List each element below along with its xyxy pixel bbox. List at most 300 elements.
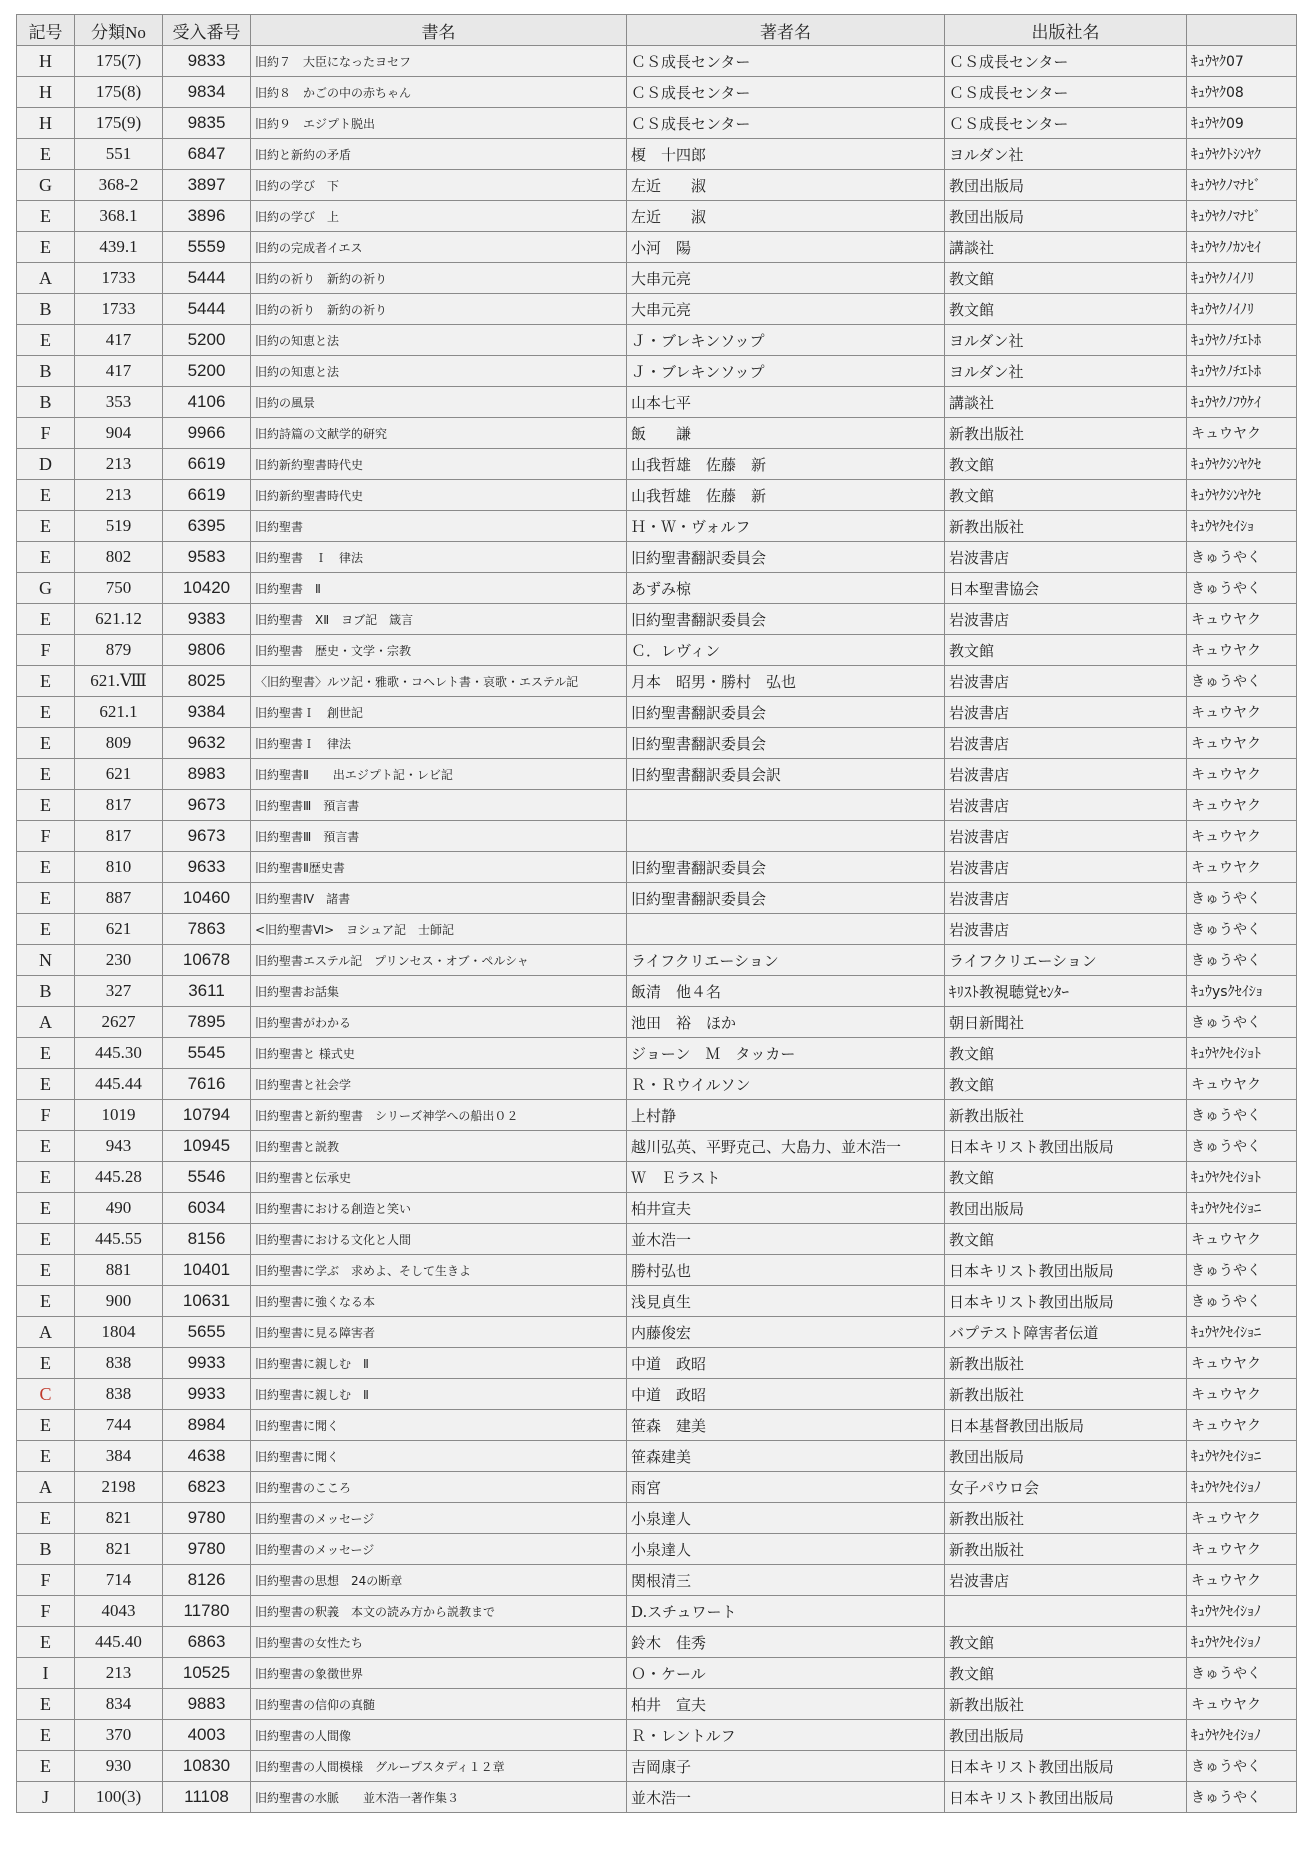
table-row: [17, 1255, 1297, 1286]
accession-number-cell: 6619: [163, 449, 251, 480]
table-row: [17, 1348, 1297, 1379]
classification-cell: 213: [75, 449, 163, 480]
author-cell: 山我哲雄 佐藤 新: [627, 449, 945, 480]
title-cell: 旧約聖書における創造と笑い: [251, 1193, 627, 1224]
classification-cell: 353: [75, 387, 163, 418]
table-row: [17, 976, 1297, 1007]
header-author: 著者名: [627, 15, 945, 46]
accession-number-cell: 8126: [163, 1565, 251, 1596]
classification-cell: 838: [75, 1379, 163, 1410]
accession-number-cell: 9806: [163, 635, 251, 666]
author-cell: Ｈ・Ｗ・ヴォルフ: [627, 511, 945, 542]
table-row: [17, 1441, 1297, 1472]
reading-cell: ｷｭｳﾔｸｾｲｼｮﾄ: [1187, 1162, 1297, 1193]
title-cell: 旧約の知恵と法: [251, 325, 627, 356]
author-cell: 飯 謙: [627, 418, 945, 449]
reading-cell: きゅうやく: [1187, 914, 1297, 945]
publisher-cell: 日本キリスト教団出版局: [945, 1255, 1187, 1286]
author-cell: 山本七平: [627, 387, 945, 418]
publisher-cell: 教団出版局: [945, 1720, 1187, 1751]
reading-cell: ｷｭｳﾔｸｾｲｼｮﾉ: [1187, 1627, 1297, 1658]
symbol-cell: E: [17, 1627, 75, 1658]
reading-cell: キュウヤク: [1187, 759, 1297, 790]
accession-number-cell: 9673: [163, 790, 251, 821]
accession-number-cell: 9883: [163, 1689, 251, 1720]
publisher-cell: 教文館: [945, 1069, 1187, 1100]
symbol-cell: B: [17, 356, 75, 387]
publisher-cell: 新教出版社: [945, 1689, 1187, 1720]
accession-number-cell: 3897: [163, 170, 251, 201]
table-row: [17, 1379, 1297, 1410]
title-cell: 旧約詩篇の文献学的研究: [251, 418, 627, 449]
publisher-cell: ＣＳ成長センター: [945, 77, 1187, 108]
author-cell: 旧約聖書翻訳委員会: [627, 883, 945, 914]
symbol-cell: E: [17, 325, 75, 356]
title-cell: 旧約聖書の思想 24の断章: [251, 1565, 627, 1596]
symbol-cell: E: [17, 1038, 75, 1069]
title-cell: 旧約新約聖書時代史: [251, 480, 627, 511]
table-row: [17, 139, 1297, 170]
table-row: [17, 1658, 1297, 1689]
table-row: [17, 1596, 1297, 1627]
table-row: [17, 1627, 1297, 1658]
symbol-cell: B: [17, 1534, 75, 1565]
publisher-cell: ＣＳ成長センター: [945, 46, 1187, 77]
reading-cell: キュウヤク: [1187, 821, 1297, 852]
symbol-cell: E: [17, 542, 75, 573]
author-cell: 左近 淑: [627, 201, 945, 232]
classification-cell: 4043: [75, 1596, 163, 1627]
publisher-cell: 教団出版局: [945, 1193, 1187, 1224]
table-row: [17, 666, 1297, 697]
title-cell: 旧約聖書の人間像: [251, 1720, 627, 1751]
reading-cell: キュウヤク: [1187, 604, 1297, 635]
reading-cell: きゅうやく: [1187, 542, 1297, 573]
table-row: [17, 790, 1297, 821]
accession-number-cell: 6034: [163, 1193, 251, 1224]
table-row: [17, 1317, 1297, 1348]
accession-number-cell: 3896: [163, 201, 251, 232]
publisher-cell: 新教出版社: [945, 1100, 1187, 1131]
reading-cell: きゅうやく: [1187, 1131, 1297, 1162]
title-cell: 旧約聖書Ⅲ 預言書: [251, 790, 627, 821]
classification-cell: 175(9): [75, 108, 163, 139]
author-cell: 左近 淑: [627, 170, 945, 201]
symbol-cell: E: [17, 1503, 75, 1534]
symbol-cell: E: [17, 480, 75, 511]
symbol-cell: C: [17, 1379, 75, 1410]
reading-cell: キュウヤク: [1187, 1565, 1297, 1596]
reading-cell: キュウヤク: [1187, 1689, 1297, 1720]
symbol-cell: J: [17, 1782, 75, 1813]
author-cell: [627, 914, 945, 945]
classification-cell: 714: [75, 1565, 163, 1596]
classification-cell: 879: [75, 635, 163, 666]
author-cell: 小泉達人: [627, 1534, 945, 1565]
table-row: [17, 821, 1297, 852]
symbol-cell: E: [17, 1069, 75, 1100]
publisher-cell: 岩波書店: [945, 790, 1187, 821]
classification-cell: 744: [75, 1410, 163, 1441]
symbol-cell: H: [17, 77, 75, 108]
accession-number-cell: 5444: [163, 263, 251, 294]
symbol-cell: E: [17, 1255, 75, 1286]
title-cell: 旧約聖書のメッセージ: [251, 1503, 627, 1534]
author-cell: Ｒ・レントルフ: [627, 1720, 945, 1751]
author-cell: Ｊ・ブレキンソップ: [627, 325, 945, 356]
author-cell: 笹森建美: [627, 1441, 945, 1472]
title-cell: 旧約の学び 下: [251, 170, 627, 201]
publisher-cell: バプテスト障害者伝道: [945, 1317, 1187, 1348]
table-row: [17, 1410, 1297, 1441]
reading-cell: ｷｭｳﾔｸﾉﾏﾅﾋﾞ: [1187, 201, 1297, 232]
accession-number-cell: 6619: [163, 480, 251, 511]
reading-cell: きゅうやく: [1187, 945, 1297, 976]
title-cell: 旧約聖書お話集: [251, 976, 627, 1007]
reading-cell: ｷｭｳﾔｸ07: [1187, 46, 1297, 77]
symbol-cell: E: [17, 1441, 75, 1472]
accession-number-cell: 10420: [163, 573, 251, 604]
reading-cell: ｷｭｳﾔｸｾｲｼｮﾆ: [1187, 1441, 1297, 1472]
author-cell: 旧約聖書翻訳委員会: [627, 728, 945, 759]
symbol-cell: E: [17, 1193, 75, 1224]
classification-cell: 368.1: [75, 201, 163, 232]
reading-cell: きゅうやく: [1187, 1007, 1297, 1038]
table-row: [17, 108, 1297, 139]
symbol-cell: E: [17, 759, 75, 790]
accession-number-cell: 11780: [163, 1596, 251, 1627]
table-row: [17, 945, 1297, 976]
title-cell: 旧約聖書と伝承史: [251, 1162, 627, 1193]
publisher-cell: 教団出版局: [945, 170, 1187, 201]
symbol-cell: E: [17, 1162, 75, 1193]
accession-number-cell: 8984: [163, 1410, 251, 1441]
author-cell: 鈴木 佳秀: [627, 1627, 945, 1658]
classification-cell: 809: [75, 728, 163, 759]
accession-number-cell: 10678: [163, 945, 251, 976]
classification-cell: 817: [75, 790, 163, 821]
title-cell: 旧約聖書の象徴世界: [251, 1658, 627, 1689]
symbol-cell: E: [17, 790, 75, 821]
symbol-cell: A: [17, 1007, 75, 1038]
accession-number-cell: 10794: [163, 1100, 251, 1131]
author-cell: ＣＳ成長センター: [627, 46, 945, 77]
accession-number-cell: 6823: [163, 1472, 251, 1503]
accession-number-cell: 4106: [163, 387, 251, 418]
classification-cell: 900: [75, 1286, 163, 1317]
title-cell: 旧約の学び 上: [251, 201, 627, 232]
author-cell: 旧約聖書翻訳委員会: [627, 604, 945, 635]
publisher-cell: ＣＳ成長センター: [945, 108, 1187, 139]
title-cell: 旧約７ 大臣になったヨセフ: [251, 46, 627, 77]
reading-cell: キュウヤク: [1187, 697, 1297, 728]
publisher-cell: 新教出版社: [945, 511, 1187, 542]
title-cell: 旧約と新約の矛盾: [251, 139, 627, 170]
publisher-cell: ヨルダン社: [945, 356, 1187, 387]
reading-cell: きゅうやく: [1187, 1751, 1297, 1782]
reading-cell: キュウヤク: [1187, 1534, 1297, 1565]
reading-cell: キュウヤク: [1187, 635, 1297, 666]
publisher-cell: 岩波書店: [945, 852, 1187, 883]
catalog-sheet: [16, 14, 1296, 1813]
classification-cell: 943: [75, 1131, 163, 1162]
table-row: [17, 635, 1297, 666]
classification-cell: 881: [75, 1255, 163, 1286]
classification-cell: 445.30: [75, 1038, 163, 1069]
table-row: [17, 1069, 1297, 1100]
symbol-cell: D: [17, 449, 75, 480]
symbol-cell: F: [17, 635, 75, 666]
reading-cell: ｷｭｳﾔｸﾉｲﾉﾘ: [1187, 294, 1297, 325]
accession-number-cell: 10945: [163, 1131, 251, 1162]
author-cell: Ｊ・ブレキンソップ: [627, 356, 945, 387]
reading-cell: ｷｭｳﾔｸｼﾝﾔｸｾ: [1187, 480, 1297, 511]
accession-number-cell: 9383: [163, 604, 251, 635]
author-cell: 吉岡康子: [627, 1751, 945, 1782]
symbol-cell: F: [17, 1100, 75, 1131]
classification-cell: 621: [75, 759, 163, 790]
table-row: [17, 1286, 1297, 1317]
classification-cell: 370: [75, 1720, 163, 1751]
publisher-cell: 日本キリスト教団出版局: [945, 1751, 1187, 1782]
title-cell: 旧約聖書Ｉ 律法: [251, 728, 627, 759]
accession-number-cell: 9933: [163, 1348, 251, 1379]
reading-cell: きゅうやく: [1187, 573, 1297, 604]
accession-number-cell: 8025: [163, 666, 251, 697]
author-cell: ＣＳ成長センター: [627, 108, 945, 139]
author-cell: 越川弘英、平野克己、大島力、並木浩一: [627, 1131, 945, 1162]
table-row: [17, 1782, 1297, 1813]
title-cell: 旧約聖書に親しむ Ⅱ: [251, 1379, 627, 1410]
author-cell: 浅見貞生: [627, 1286, 945, 1317]
author-cell: ジョーン Ｍ タッカー: [627, 1038, 945, 1069]
symbol-cell: E: [17, 1131, 75, 1162]
author-cell: 関根清三: [627, 1565, 945, 1596]
table-row: [17, 480, 1297, 511]
title-cell: 旧約９ エジプト脱出: [251, 108, 627, 139]
title-cell: 〈旧約聖書〉ルツ記・雅歌・コヘレト書・哀歌・エステル記: [251, 666, 627, 697]
title-cell: 旧約聖書に強くなる本: [251, 1286, 627, 1317]
title-cell: 旧約聖書に見る障害者: [251, 1317, 627, 1348]
symbol-cell: H: [17, 46, 75, 77]
symbol-cell: A: [17, 1317, 75, 1348]
table-row: [17, 1720, 1297, 1751]
accession-number-cell: 9966: [163, 418, 251, 449]
symbol-cell: A: [17, 1472, 75, 1503]
reading-cell: ｷｭｳﾔｸｼﾝﾔｸｾ: [1187, 449, 1297, 480]
symbol-cell: F: [17, 1565, 75, 1596]
header-title: 書名: [251, 15, 627, 46]
title-cell: 旧約聖書における文化と人間: [251, 1224, 627, 1255]
reading-cell: ｷｭｳﾔｸﾉﾌｳｹｲ: [1187, 387, 1297, 418]
author-cell: 柏井宣夫: [627, 1193, 945, 1224]
classification-cell: 230: [75, 945, 163, 976]
title-cell: 旧約の祈り 新約の祈り: [251, 263, 627, 294]
publisher-cell: 朝日新聞社: [945, 1007, 1187, 1038]
accession-number-cell: 7863: [163, 914, 251, 945]
publisher-cell: 教団出版局: [945, 1441, 1187, 1472]
reading-cell: キュウヤク: [1187, 1348, 1297, 1379]
table-row: [17, 201, 1297, 232]
author-cell: あずみ椋: [627, 573, 945, 604]
accession-number-cell: 10525: [163, 1658, 251, 1689]
reading-cell: キュウヤク: [1187, 418, 1297, 449]
classification-cell: 802: [75, 542, 163, 573]
title-cell: 旧約聖書と 様式史: [251, 1038, 627, 1069]
publisher-cell: 教文館: [945, 1224, 1187, 1255]
author-cell: 飯清 他４名: [627, 976, 945, 1007]
accession-number-cell: 6863: [163, 1627, 251, 1658]
reading-cell: ｷｭｳﾔｸｾｲｼｮﾄ: [1187, 1038, 1297, 1069]
reading-cell: ｷｭｳﾔｸﾉｲﾉﾘ: [1187, 263, 1297, 294]
title-cell: 旧約聖書Ⅱ歴史書: [251, 852, 627, 883]
classification-cell: 551: [75, 139, 163, 170]
title-cell: 旧約の完成者イエス: [251, 232, 627, 263]
symbol-cell: E: [17, 697, 75, 728]
classification-cell: 384: [75, 1441, 163, 1472]
publisher-cell: 日本聖書協会: [945, 573, 1187, 604]
classification-cell: 445.55: [75, 1224, 163, 1255]
symbol-cell: N: [17, 945, 75, 976]
classification-cell: 904: [75, 418, 163, 449]
title-cell: 旧約聖書Ⅲ 預言書: [251, 821, 627, 852]
author-cell: 大串元亮: [627, 263, 945, 294]
publisher-cell: 教文館: [945, 263, 1187, 294]
symbol-cell: B: [17, 294, 75, 325]
reading-cell: ｷｭｳﾔｸｾｲｼｮﾆ: [1187, 1317, 1297, 1348]
symbol-cell: E: [17, 914, 75, 945]
classification-cell: 368-2: [75, 170, 163, 201]
symbol-cell: E: [17, 1720, 75, 1751]
reading-cell: きゅうやく: [1187, 1782, 1297, 1813]
title-cell: 旧約聖書の女性たち: [251, 1627, 627, 1658]
publisher-cell: 新教出版社: [945, 418, 1187, 449]
title-cell: 旧約聖書と説教: [251, 1131, 627, 1162]
reading-cell: きゅうやく: [1187, 883, 1297, 914]
title-cell: 旧約新約聖書時代史: [251, 449, 627, 480]
accession-number-cell: 4003: [163, 1720, 251, 1751]
accession-number-cell: 9633: [163, 852, 251, 883]
reading-cell: キュウヤク: [1187, 728, 1297, 759]
publisher-cell: 講談社: [945, 387, 1187, 418]
classification-cell: 445.44: [75, 1069, 163, 1100]
symbol-cell: E: [17, 1410, 75, 1441]
accession-number-cell: 6395: [163, 511, 251, 542]
symbol-cell: E: [17, 852, 75, 883]
reading-cell: ｷｭｳﾔｸﾄｼﾝﾔｸ: [1187, 139, 1297, 170]
publisher-cell: 女子パウロ会: [945, 1472, 1187, 1503]
reading-cell: きゅうやく: [1187, 666, 1297, 697]
publisher-cell: 日本キリスト教団出版局: [945, 1131, 1187, 1162]
title-cell: 旧約聖書の人間模様 グループスタディ１２章: [251, 1751, 627, 1782]
publisher-cell: 日本基督教団出版局: [945, 1410, 1187, 1441]
author-cell: 山我哲雄 佐藤 新: [627, 480, 945, 511]
title-cell: 旧約聖書 歴史・文学・宗教: [251, 635, 627, 666]
author-cell: 旧約聖書翻訳委員会訳: [627, 759, 945, 790]
author-cell: 月本 昭男・勝村 弘也: [627, 666, 945, 697]
publisher-cell: 教文館: [945, 1627, 1187, 1658]
table-row: [17, 697, 1297, 728]
title-cell: 旧約８ かごの中の赤ちゃん: [251, 77, 627, 108]
author-cell: Ｃ．レヴィン: [627, 635, 945, 666]
publisher-cell: 教文館: [945, 480, 1187, 511]
publisher-cell: 岩波書店: [945, 542, 1187, 573]
reading-cell: ｷｭｳﾔｸﾉﾁｴﾄﾎ: [1187, 356, 1297, 387]
title-cell: 旧約聖書エステル記 プリンセス・オブ・ペルシャ: [251, 945, 627, 976]
header-row: [17, 15, 1297, 46]
classification-cell: 621.1: [75, 697, 163, 728]
author-cell: 中道 政昭: [627, 1379, 945, 1410]
accession-number-cell: 3611: [163, 976, 251, 1007]
classification-cell: 1733: [75, 294, 163, 325]
title-cell: 旧約聖書 ⅩⅡ ヨブ記 箴言: [251, 604, 627, 635]
reading-cell: ｷｭｳﾔｸﾉｶﾝｾｲ: [1187, 232, 1297, 263]
accession-number-cell: 5444: [163, 294, 251, 325]
symbol-cell: F: [17, 418, 75, 449]
symbol-cell: E: [17, 1224, 75, 1255]
table-row: [17, 1038, 1297, 1069]
classification-cell: 519: [75, 511, 163, 542]
publisher-cell: [945, 1596, 1187, 1627]
accession-number-cell: 10631: [163, 1286, 251, 1317]
accession-number-cell: 5546: [163, 1162, 251, 1193]
publisher-cell: 岩波書店: [945, 759, 1187, 790]
author-cell: [627, 821, 945, 852]
accession-number-cell: 9632: [163, 728, 251, 759]
table-row: [17, 511, 1297, 542]
accession-number-cell: 4638: [163, 1441, 251, 1472]
author-cell: Ｏ・ケール: [627, 1658, 945, 1689]
accession-number-cell: 5655: [163, 1317, 251, 1348]
table-row: [17, 573, 1297, 604]
classification-cell: 490: [75, 1193, 163, 1224]
reading-cell: ｷｭｳﾔｸｾｲｼｮﾉ: [1187, 1596, 1297, 1627]
header-reading: [1187, 15, 1297, 46]
table-row: [17, 1689, 1297, 1720]
publisher-cell: 新教出版社: [945, 1348, 1187, 1379]
publisher-cell: 岩波書店: [945, 728, 1187, 759]
symbol-cell: E: [17, 604, 75, 635]
table-row: [17, 294, 1297, 325]
publisher-cell: 新教出版社: [945, 1379, 1187, 1410]
title-cell: 旧約聖書の信仰の真髄: [251, 1689, 627, 1720]
table-row: [17, 263, 1297, 294]
reading-cell: キュウヤク: [1187, 790, 1297, 821]
reading-cell: ｷｭｳﾔｸｾｲｼｮﾆ: [1187, 1193, 1297, 1224]
table-row: [17, 1162, 1297, 1193]
table-row: [17, 232, 1297, 263]
accession-number-cell: 9780: [163, 1534, 251, 1565]
accession-number-cell: 9583: [163, 542, 251, 573]
classification-cell: 834: [75, 1689, 163, 1720]
reading-cell: ｷｭｳﾔｸｾｲｼｮﾉ: [1187, 1472, 1297, 1503]
author-cell: 柏井 宣夫: [627, 1689, 945, 1720]
publisher-cell: 岩波書店: [945, 1565, 1187, 1596]
table-row: [17, 77, 1297, 108]
title-cell: 旧約聖書に学ぶ 求めよ、そして生きよ: [251, 1255, 627, 1286]
table-row: [17, 1131, 1297, 1162]
title-cell: 旧約聖書Ⅱ 出エジプト記・レビ記: [251, 759, 627, 790]
symbol-cell: F: [17, 821, 75, 852]
author-cell: D.スチュワート: [627, 1596, 945, 1627]
symbol-cell: E: [17, 1689, 75, 1720]
classification-cell: 445.40: [75, 1627, 163, 1658]
publisher-cell: 教団出版局: [945, 201, 1187, 232]
reading-cell: キュウヤク: [1187, 1069, 1297, 1100]
publisher-cell: 岩波書店: [945, 666, 1187, 697]
classification-cell: 821: [75, 1503, 163, 1534]
publisher-cell: 教文館: [945, 449, 1187, 480]
